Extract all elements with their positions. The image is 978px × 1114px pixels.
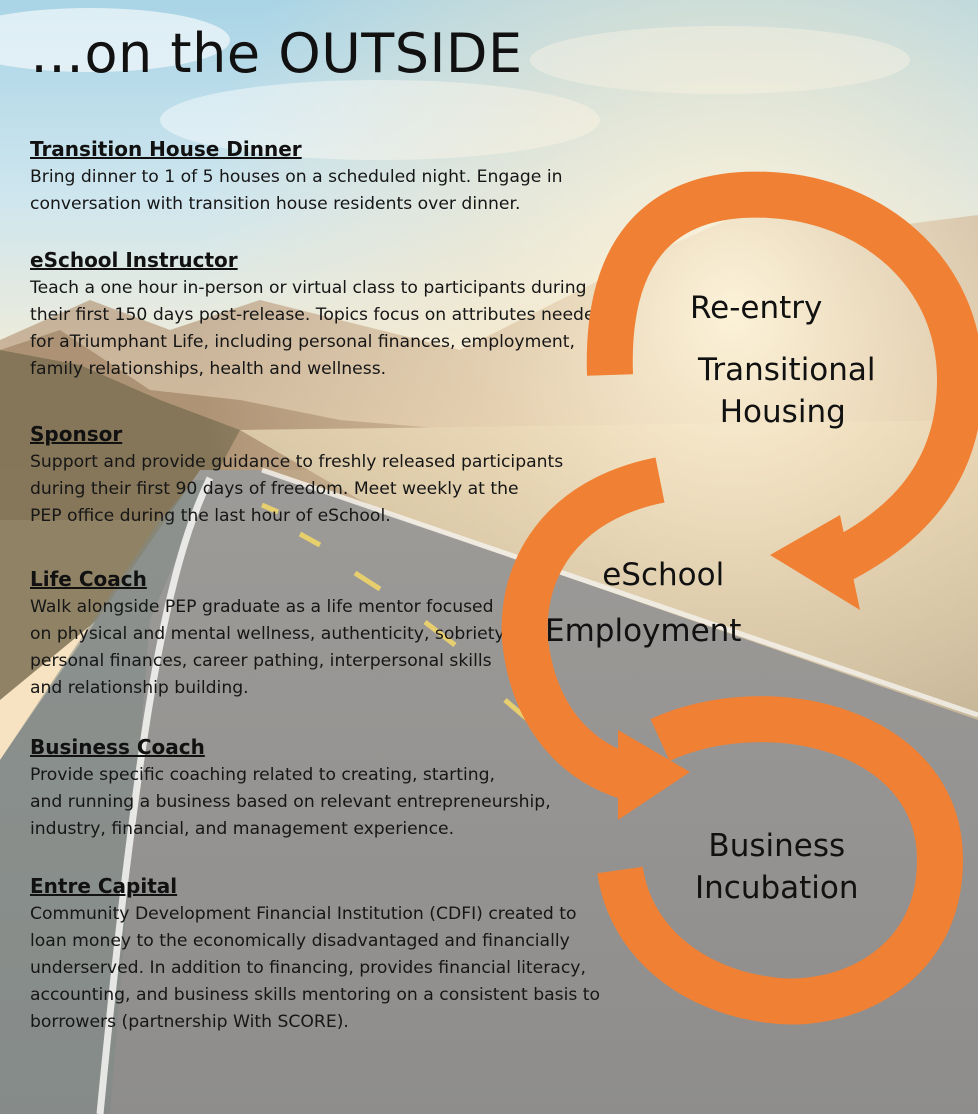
page-title: …on the OUTSIDE <box>30 22 523 85</box>
stage-business-line2: Incubation <box>695 869 859 906</box>
stage-reentry-line1: Re-entry <box>690 290 823 326</box>
section-heading: Sponsor <box>30 422 123 446</box>
cycle-arrowhead-reentry <box>770 515 860 610</box>
section-heading: Business Coach <box>30 735 205 759</box>
section-life-coach <box>30 566 510 702</box>
section-heading: Transition House Dinner <box>30 137 302 161</box>
stage-reentry <box>690 288 822 330</box>
stage-business-incubation <box>695 826 859 910</box>
stage-reentry-line2: Transitional <box>698 352 876 388</box>
section-heading: Entre Capital <box>30 874 178 898</box>
section-heading: eSchool Instructor <box>30 248 238 272</box>
stage-eschool-line2: Employment <box>545 612 742 649</box>
section-body: Teach a one hour in-person or virtual class to participants during their first 150 days post-release. Topics focus on attributes needed for aTriumphant Life, including personal finances, employment, family relationships, health and wellness. <box>30 278 606 379</box>
stage-eschool <box>545 555 742 653</box>
section-body: Community Development Financial Institution (CDFI) created to loan money to the economically disadvantaged and financially underserved. In addition to financing, provides financial literacy, accounting, and business skills mentoring on a consistent basis to borrowers (partnership With SCORE). <box>30 904 601 1032</box>
stage-transitional-housing <box>698 350 876 434</box>
section-body: Support and provide guidance to freshly released participants during their first 90 days of freedom. Meet weekly at the PEP office during the last hour of eSchool. <box>30 452 564 526</box>
stage-reentry-line3: Housing <box>719 393 846 430</box>
stage-business-line1: Business <box>708 828 846 864</box>
section-body: Bring dinner to 1 of 5 houses on a scheduled night. Engage in conversation with transition house residents over dinner. <box>30 167 563 214</box>
section-body: Provide specific coaching related to creating, starting, and running a business based on relevant entrepreneurship, industry, financial, and management experience. <box>30 765 551 839</box>
section-body: Walk alongside PEP graduate as a life mentor focused on physical and mental wellness, authenticity, sobriety, personal finances, career pathing, interpersonal skills and relationship building. <box>30 597 511 698</box>
section-heading: Life Coach <box>30 567 147 591</box>
stage-eschool-line1: eSchool <box>602 557 725 593</box>
